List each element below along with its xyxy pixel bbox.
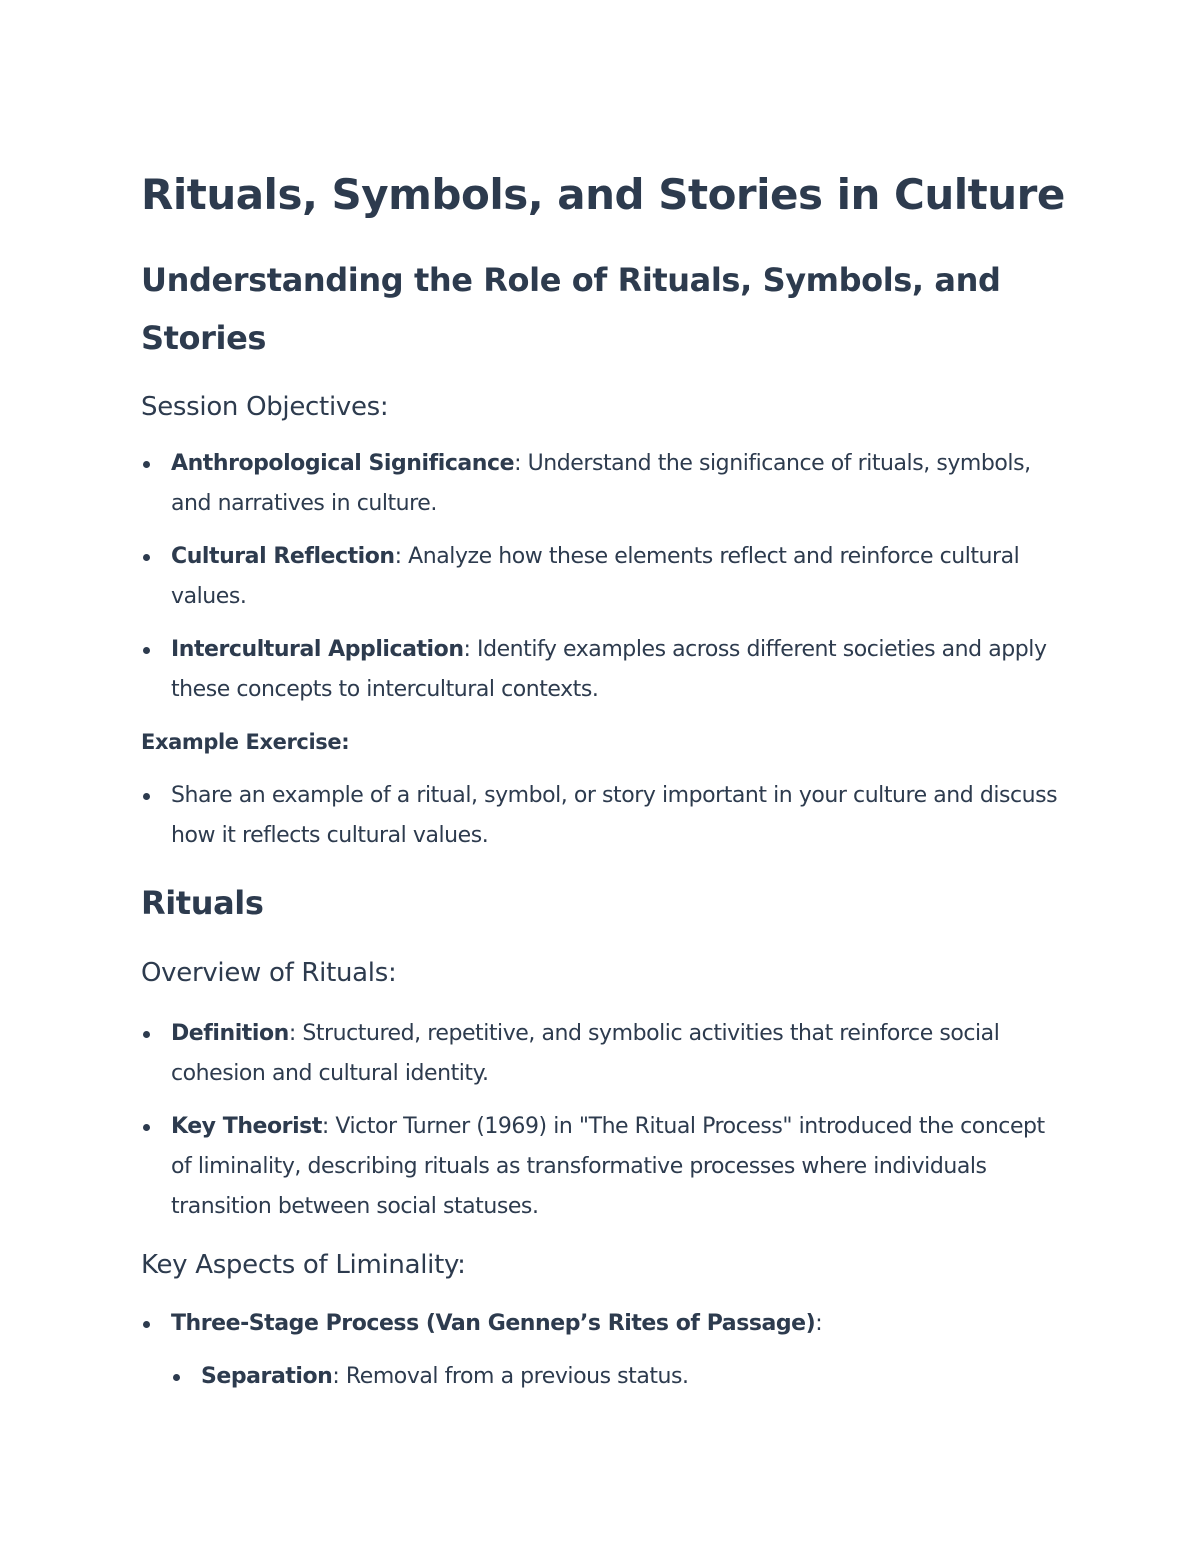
list-item-text: Share an example of a ritual, symbol, or story important in your culture and discuss how it reflects cultural values. xyxy=(171,783,1058,848)
list-item-text: : Analyze how these elements reflect and reinforce cultural values. xyxy=(171,544,1020,609)
section-heading-understanding: Understanding the Role of Rituals, Symbols, and Stories xyxy=(141,261,1001,357)
liminality-heading: Key Aspects of Liminality: xyxy=(141,1250,466,1280)
list-item xyxy=(141,776,1066,856)
list-item-text: : Identify examples across different societies and apply these concepts to intercultural contexts. xyxy=(171,637,1047,702)
list-item-term: Anthropological Significance xyxy=(171,451,515,476)
list-item-term: Definition xyxy=(171,1021,289,1046)
list-item-text: : Removal from a previous status. xyxy=(332,1364,689,1389)
objectives-heading: Session Objectives: xyxy=(141,392,389,422)
list-item xyxy=(141,537,1066,617)
list-item-text: : xyxy=(815,1311,823,1336)
list-item-term: Cultural Reflection xyxy=(171,544,395,569)
list-item xyxy=(141,1107,1066,1227)
overview-list xyxy=(141,1014,1066,1240)
list-item xyxy=(141,1014,1066,1094)
section-heading-rituals: Rituals xyxy=(141,884,264,922)
liminality-list xyxy=(141,1304,1066,1410)
list-item-term: Intercultural Application xyxy=(171,637,464,662)
list-item xyxy=(141,630,1066,710)
list-item-term: Key Theorist xyxy=(171,1114,322,1139)
objectives-list xyxy=(141,444,1066,723)
list-item-term: Separation xyxy=(201,1364,333,1389)
list-item-text: : Understand the significance of rituals, symbols, and narratives in culture. xyxy=(171,451,1031,516)
list-item xyxy=(141,444,1066,524)
list-item xyxy=(141,1304,1066,1344)
exercise-heading: Example Exercise: xyxy=(141,730,350,754)
list-item-text: : Victor Turner (1969) in "The Ritual Process" introduced the concept of liminality, describing rituals as transformative processes where individuals transition between social statuses. xyxy=(171,1114,1045,1219)
list-item-nested xyxy=(171,1357,1066,1397)
list-item-text: : Structured, repetitive, and symbolic activities that reinforce social cohesion and cultural identity. xyxy=(171,1021,1000,1086)
document-title: Rituals, Symbols, and Stories in Culture xyxy=(141,170,1065,219)
list-item-term: Three-Stage Process (Van Gennep’s Rites of Passage) xyxy=(171,1311,816,1336)
overview-heading: Overview of Rituals: xyxy=(141,958,397,988)
exercise-list xyxy=(141,776,1066,869)
